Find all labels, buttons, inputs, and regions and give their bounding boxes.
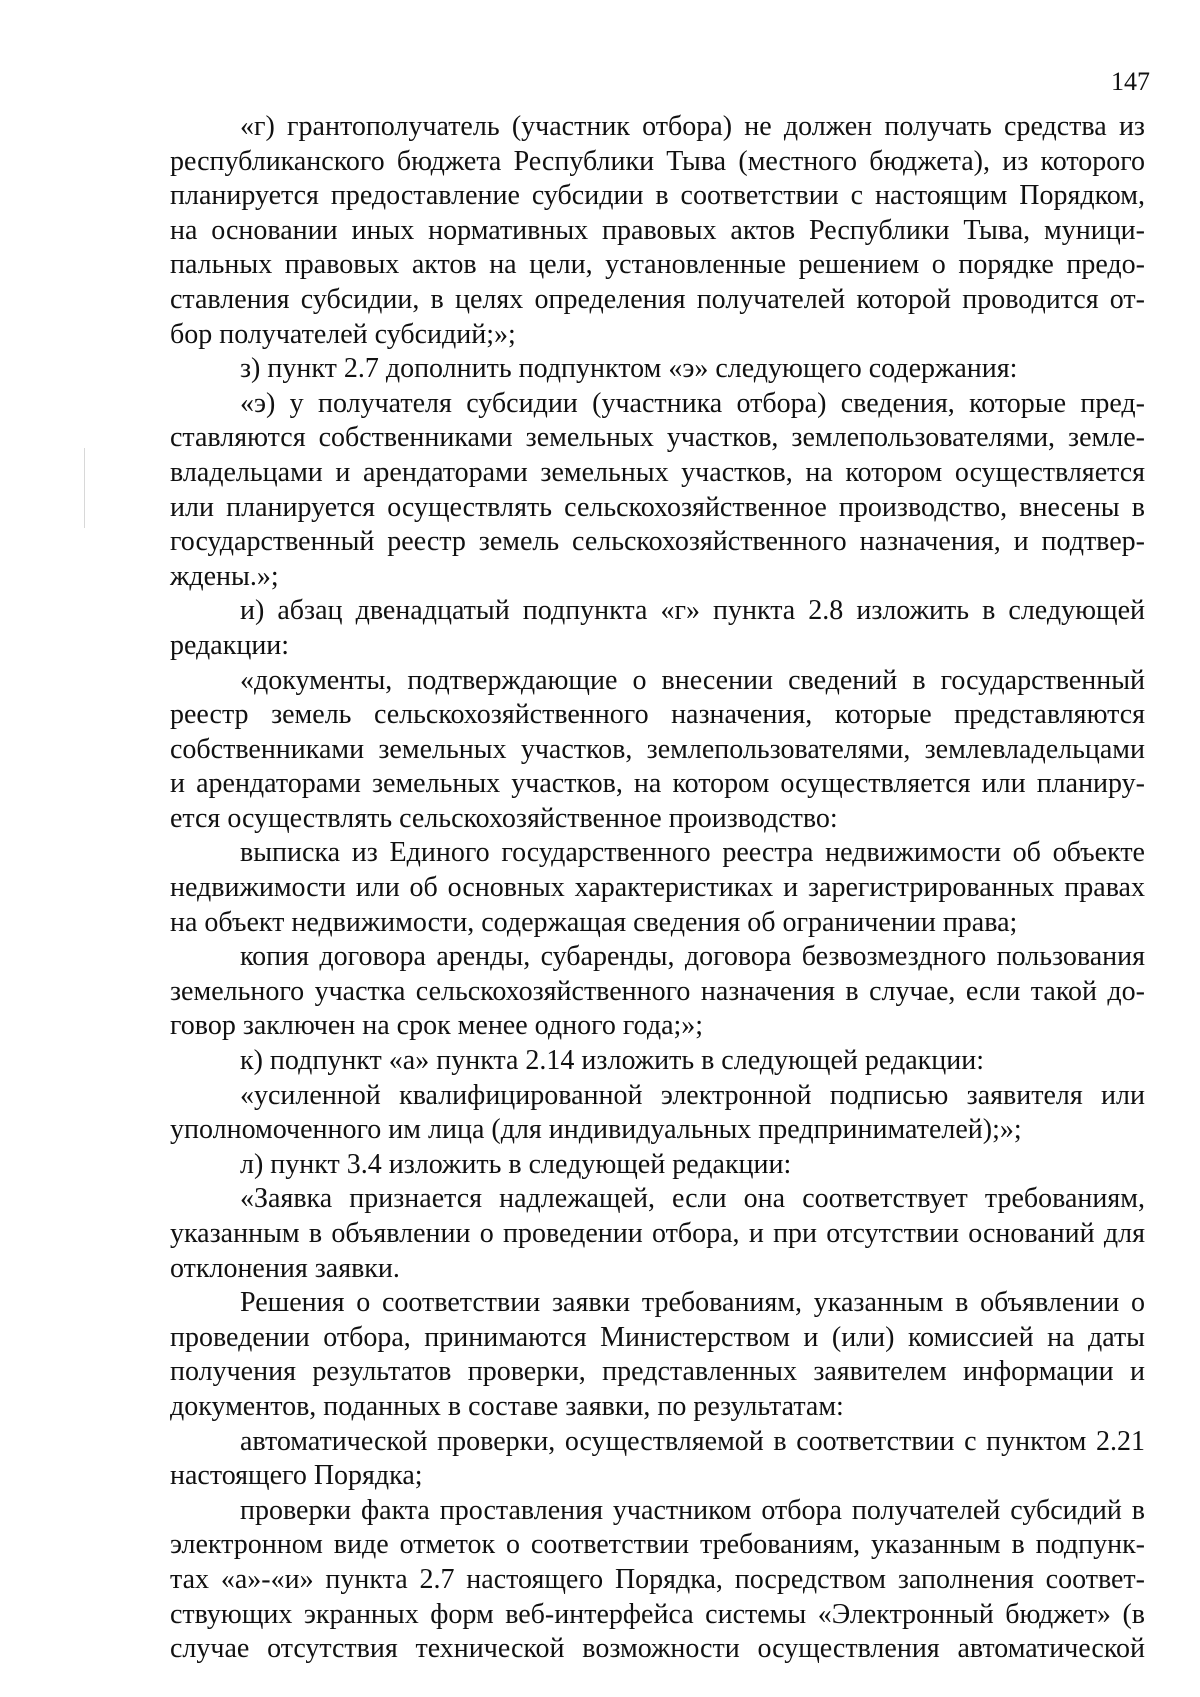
text-line: электронном виде отметок о соответствии требованиям, указанным в подпунк- (170, 1529, 1145, 1561)
text-line: документов, поданных в составе заявки, по результатам: (170, 1390, 844, 1422)
document-body (170, 110, 1145, 1667)
text-line: «усиленной квалифицированной электронной подписью заявителя или (240, 1079, 1145, 1111)
text-line: ется осуществлять сельскохозяйственное производство: (170, 802, 838, 834)
text-line: республиканского бюджета Республики Тыва (местного бюджета), из которого (170, 145, 1145, 177)
text-line: указанным в объявлении о проведении отбора, и при отсутствии оснований для (170, 1218, 1145, 1249)
text-line: говор заключен на срок менее одного года;»; (170, 1010, 704, 1042)
text-line: тах «а»-«и» пункта 2.7 настоящего Порядка, посредством заполнения соответ- (170, 1563, 1145, 1595)
text-line: «г) грантополучатель (участник отбора) не должен получать средства из (240, 111, 1145, 142)
text-line: реестр земель сельскохозяйственного назначения, которые представляются (170, 699, 1145, 731)
text-line: проведении отбора, принимаются Министерством и (или) комиссией на даты (170, 1321, 1145, 1353)
text-line: или планируется осуществлять сельскохозяйственное производство, внесены в (170, 491, 1145, 523)
text-line: «э) у получателя субсидии (участника отбора) сведения, которые пред- (240, 387, 1145, 419)
text-line: государственный реестр земель сельскохозяйственного назначения, и подтвер- (170, 526, 1145, 558)
text-line: ствующих экранных форм веб-интерфейса системы «Электронный бюджет» (в (170, 1598, 1145, 1630)
text-line: ждены.»; (170, 560, 279, 592)
scan-margin-line (84, 448, 85, 528)
text-line: настоящего Порядка; (170, 1460, 423, 1492)
text-line: бор получателей субсидий;»; (170, 318, 516, 350)
text-line: случае отсутствия технической возможности осуществления автоматической (170, 1633, 1145, 1665)
text-line: копия договора аренды, субаренды, договора безвозмездного пользования (240, 941, 1145, 973)
text-line: л) пункт 3.4 изложить в следующей редакции: (240, 1148, 792, 1180)
text-line: на объект недвижимости, содержащая сведения об ограничении права; (170, 906, 1018, 938)
text-line: недвижимости или об основных характеристиках и зарегистрированных правах (170, 872, 1145, 904)
text-line: ставляются собственниками земельных участков, землепользователями, земле- (170, 422, 1145, 454)
text-line: «Заявка признается надлежащей, если она соответствует требованиям, (240, 1183, 1145, 1215)
text-line: на основании иных нормативных правовых актов Республики Тыва, муници- (170, 214, 1145, 246)
text-line: собственниками земельных участков, землепользователями, землевладельцами (170, 733, 1145, 765)
text-line: выписка из Единого государственного реестра недвижимости об объекте (240, 837, 1145, 869)
text-line: земельного участка сельскохозяйственного назначения в случае, если такой до- (170, 975, 1145, 1007)
text-line: «документы, подтверждающие о внесении сведений в государственный (240, 664, 1145, 696)
text-line: ставления субсидии, в целях определения получателей которой проводится от- (170, 283, 1145, 315)
text-line: редакции: (170, 629, 290, 661)
text-line: планируется предоставление субсидии в соответствии с настоящим Порядком, (170, 180, 1145, 212)
page-number: 147 (1111, 67, 1150, 96)
text-line: з) пункт 2.7 дополнить подпунктом «э» следующего содержания: (240, 353, 1018, 385)
text-line: автоматической проверки, осуществляемой в соответствии с пунктом 2.21 (240, 1425, 1145, 1457)
text-line: Решения о соответствии заявки требованиям, указанным в объявлении о (240, 1287, 1145, 1319)
text-line: и арендаторами земельных участков, на котором осуществляется или планиру- (170, 768, 1145, 800)
text-line: пальных правовых актов на цели, установленные решением о порядке предо- (170, 249, 1145, 281)
text-line: к) подпункт «а» пункта 2.14 изложить в следующей редакции: (240, 1045, 984, 1077)
text-line: уполномоченного им лица (для индивидуальных предпринимателей);»; (170, 1114, 1022, 1146)
text-line: владельцами и арендаторами земельных участков, на котором осуществляется (170, 456, 1145, 488)
text-line: и) абзац двенадцатый подпункта «г» пункта 2.8 изложить в следующей (240, 595, 1145, 627)
text-line: проверки факта проставления участником отбора получателей субсидий в (240, 1494, 1145, 1526)
text-line: отклонения заявки. (170, 1252, 400, 1284)
text-line: получения результатов проверки, представленных заявителем информации и (170, 1356, 1145, 1388)
